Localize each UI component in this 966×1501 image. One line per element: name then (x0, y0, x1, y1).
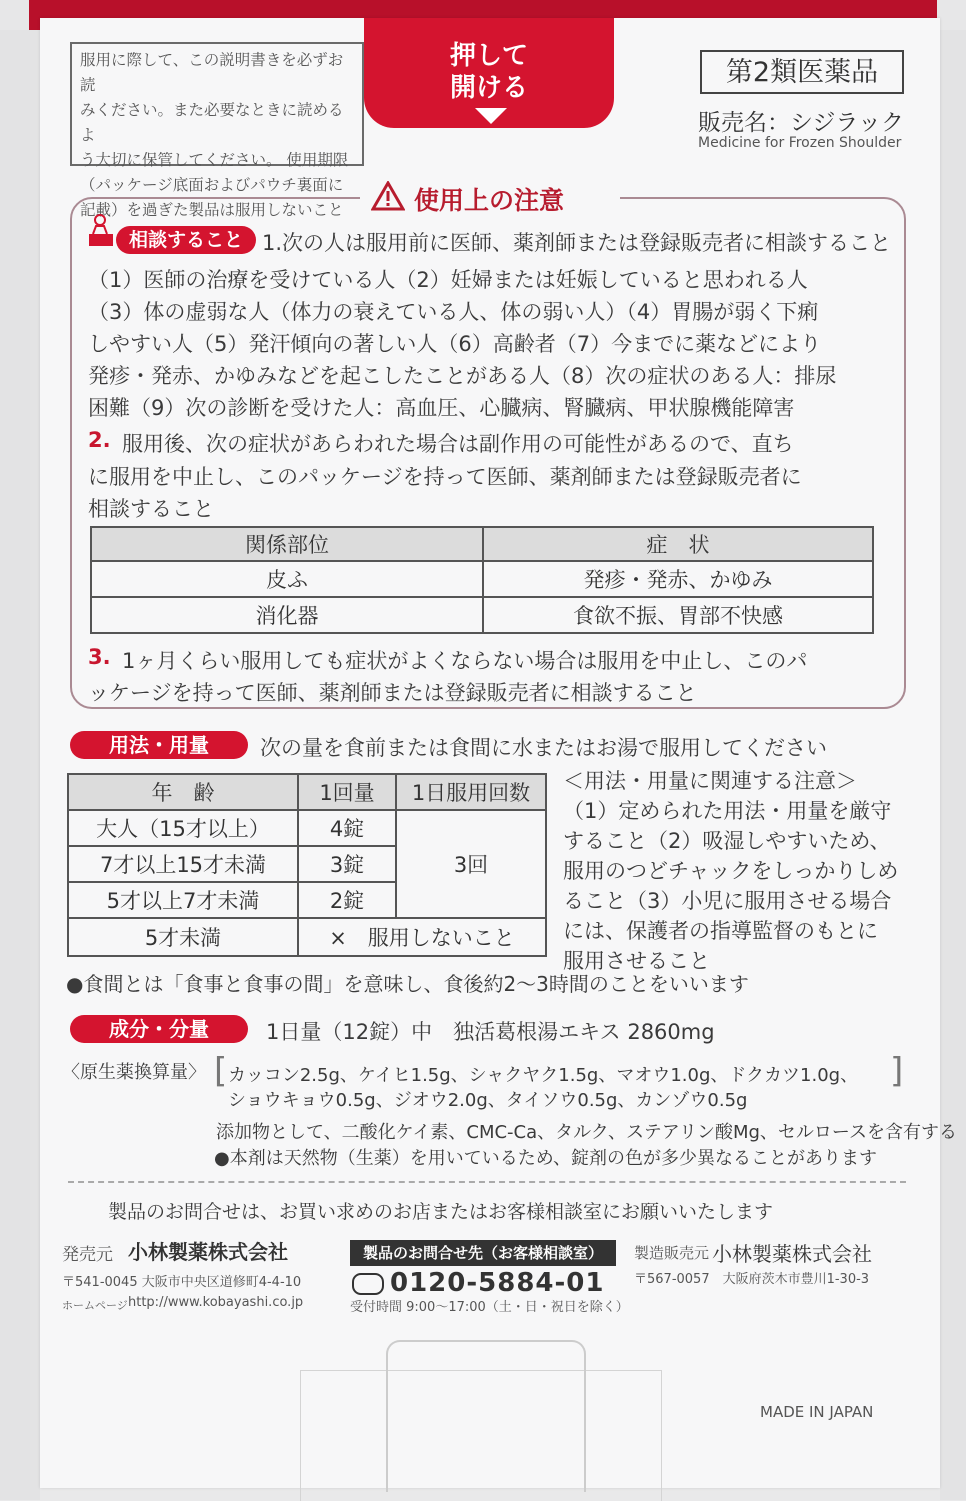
crude-line: ショウキョウ0.5g、ジオウ2.0g、タイソウ0.5g、カンゾウ0.5g (228, 1090, 748, 1111)
table-cell: 大人（15才以上） (68, 810, 298, 846)
homepage-label: ホームページ (62, 1299, 128, 1312)
table-header: 1日服用回数 (396, 774, 546, 810)
usage-notice (70, 42, 364, 219)
english-name: Medicine for Frozen Shoulder (698, 135, 902, 151)
item2-line: 相談すること (88, 497, 214, 521)
phone-text: 0120-5884-01 (390, 1268, 605, 1298)
notice-line: 服用に際して、この説明書きを必ずお読 (80, 51, 344, 94)
bracket-right: ] (890, 1051, 904, 1091)
crude-label: 〈原生薬換算量〉 (62, 1062, 206, 1083)
maker-name: 小林製薬株式会社 (712, 1242, 872, 1266)
table-cell: 食欲不振、胃部不快感 (483, 597, 873, 633)
table-cell: 発疹・発赤、かゆみ (483, 561, 873, 597)
dosage-note-line: ること（3）小児に服用させる場合 (563, 889, 892, 913)
table-cell: 5才以上7才未満 (68, 882, 298, 918)
item2-number: 2. (88, 428, 111, 452)
contact-label: 製品のお問合せ先（お客様相談室） (350, 1240, 616, 1266)
table-cell: 5才未満 (68, 918, 298, 956)
natural-note: ●本剤は天然物（生薬）を用いているため、錠剤の色が多少異なることがあります (214, 1148, 877, 1169)
dosage-note-line: 服用のつどチャックをしっかりしめ (563, 859, 899, 883)
maker-label: 製造販売元 (634, 1244, 710, 1262)
additives: 添加物として、二酸化ケイ素、CMC-Ca、タルク、ステアリン酸Mg、セルロースを含有する (216, 1122, 958, 1143)
table-cell: 2錠 (298, 882, 396, 918)
table-cell: 4錠 (298, 810, 396, 846)
consult-label: 相談すること (116, 226, 256, 254)
item3-line: ッケージを持って医師、薬剤師または登録販売者に相談すること (88, 681, 697, 705)
table-header: 関係部位 (91, 527, 483, 561)
ingredients-text: 1日量（12錠）中 独活葛根湯エキス 2860mg (266, 1020, 715, 1044)
meal-note: ●食間とは「食事と食事の間」を意味し、食後約2～3時間のことをいいます (66, 972, 749, 996)
freedial-icon (352, 1273, 384, 1295)
notice-line: （パッケージ底面およびパウチ裏面に (80, 176, 344, 194)
homepage-link[interactable]: http://www.kobayashi.co.jp (128, 1295, 304, 1310)
item1-line: しやすい人（5）発汗傾向の著しい人（6）高齢者（7）今までに薬などにより (88, 332, 822, 356)
consult-person-icon (87, 212, 115, 248)
table-row (91, 597, 873, 633)
push-label: 押して (449, 41, 528, 71)
item2-line: 服用後、次の症状があらわれた場合は副作用の可能性があるので、直ち (122, 432, 794, 456)
item1-head: 1.次の人は服用前に医師、薬剤師または登録販売者に相談すること (262, 231, 892, 255)
divider (68, 1181, 906, 1183)
item2-line: に服用を中止し、このパッケージを持って医師、薬剤師または登録販売者に (88, 465, 802, 489)
item1-line: 困難（9）次の診断を受けた人：高血圧、心臓病、腎臓病、甲状腺機能障害 (88, 396, 795, 420)
table-cell: 消化器 (91, 597, 483, 633)
table-header: 症 状 (483, 527, 873, 561)
item3-number: 3. (88, 645, 111, 669)
table-row (91, 561, 873, 597)
warning-icon (371, 181, 405, 211)
table-cell: × 服用しないこと (298, 918, 546, 956)
caution-title: 使用上の注意 (414, 186, 565, 215)
dosage-note-line: すること（2）吸湿しやすいため、 (563, 829, 891, 853)
dosage-note-line: （1）定められた用法・用量を厳守 (563, 799, 892, 823)
dosage-text: 次の量を食前または食間に水またはお湯で服用してください (260, 736, 827, 760)
seller-name: 小林製薬株式会社 (128, 1240, 288, 1264)
seller-label: 発売元 (62, 1245, 113, 1265)
dosage-note-line: には、保護者の指導監督のもとに (563, 919, 878, 943)
item3-line: 1ヶ月くらい服用しても症状がよくならない場合は服用を中止し、このパ (122, 649, 808, 673)
table-row (68, 810, 546, 846)
box-left-edge (0, 0, 40, 1500)
open-label: 開ける (449, 73, 528, 103)
sales-name: 販売名：シジラック (698, 110, 904, 136)
dosage-note-line: ＜用法・用量に関連する注意＞ (563, 769, 857, 793)
push-open-tab[interactable] (364, 18, 614, 128)
ingredients-label: 成分・分量 (70, 1015, 248, 1043)
arrow-down-icon (475, 108, 507, 124)
inquiry-text: 製品のお問合せは、お買い求めのお店またはお客様相談室にお願いいたします (108, 1201, 774, 1223)
maker-address: 〒567-0057 大阪府茨木市豊川1-30-3 (634, 1272, 870, 1287)
table-header: 1回量 (298, 774, 396, 810)
reception-hours: 受付時間 9:00～17:00（土・日・祝日を除く） (350, 1300, 629, 1315)
table-cell: 3回 (396, 810, 546, 918)
dosage-table (67, 773, 547, 957)
table-row (68, 918, 546, 956)
dosage-note-line: 服用させること (563, 949, 710, 973)
item1-line: （1）医師の治療を受けている人（2）妊婦または妊娠していると思われる人 (88, 268, 808, 292)
item1-line: （3）体の虚弱な人（体力の衰えている人、体の弱い人）（4）胃腸が弱く下痢 (88, 300, 819, 324)
table-header: 年 齢 (68, 774, 298, 810)
notice-line: みください。また必要なときに読めるよ (80, 101, 344, 144)
table-cell: 7才以上15才未満 (68, 846, 298, 882)
side-effect-table (90, 526, 874, 634)
notice-line: う大切に保管してください。 使用期限 (80, 151, 349, 169)
origin-label: MADE IN JAPAN (760, 1403, 874, 1421)
notice-line: 記載）を過ぎた製品は服用しないこと (80, 201, 344, 219)
item1-line: 発疹・発赤、かゆみなどを起こしたことがある人（8）次の症状のある人：排尿 (88, 364, 837, 388)
table-cell: 皮ふ (91, 561, 483, 597)
bottom-cutout (386, 1340, 586, 1492)
crude-line: カッコン2.5g、ケイヒ1.5g、シャクヤク1.5g、マオウ1.0g、ドクカツ1.0g、 (228, 1065, 859, 1086)
bracket-left: [ (214, 1051, 228, 1091)
table-cell: 3錠 (298, 846, 396, 882)
dosage-label: 用法・用量 (70, 731, 248, 759)
drug-category: 第2類医薬品 (700, 50, 904, 94)
seller-address: 〒541-0045 大阪市中央区道修町4-4-10 (62, 1275, 302, 1290)
phone-number[interactable] (352, 1268, 605, 1298)
box-right-edge (940, 0, 966, 1500)
